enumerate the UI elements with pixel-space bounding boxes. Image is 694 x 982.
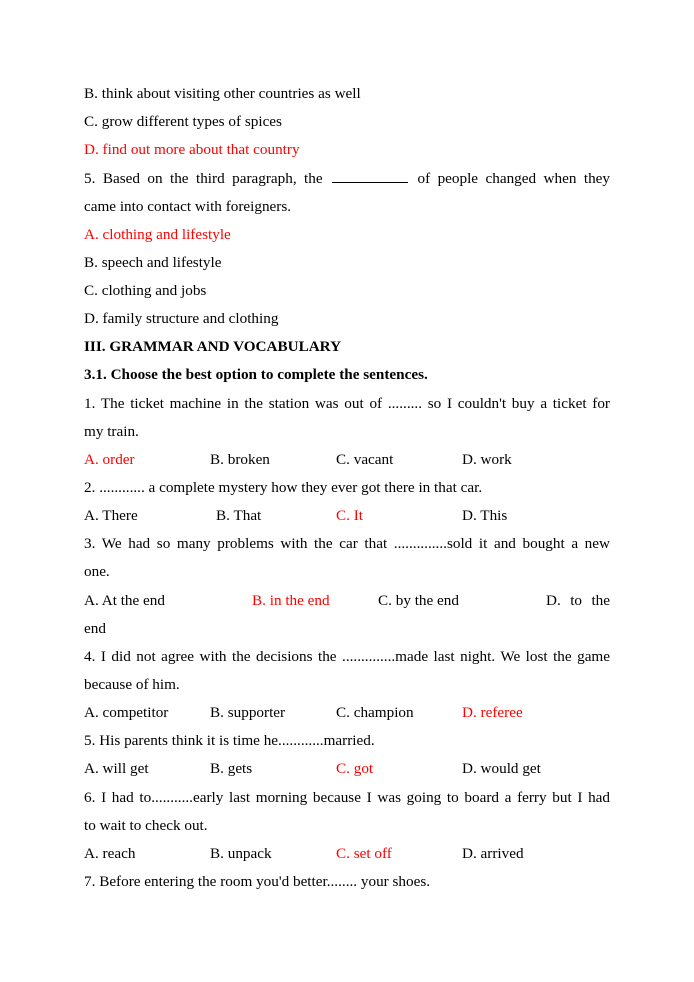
question-1-line1: 1. The ticket machine in the station was out of ......... so I couldn't buy a ticket for xyxy=(84,394,610,412)
prev-option-d-answer: D. find out more about that country xyxy=(84,141,300,159)
q2-option-d: D. This xyxy=(462,507,508,525)
q4-option-b: B. supporter xyxy=(210,704,286,722)
question-1-line2: my train. xyxy=(84,422,139,440)
question-6-options xyxy=(84,844,610,872)
section-heading: III. GRAMMAR AND VOCABULARY xyxy=(84,338,342,356)
question-2-options xyxy=(84,506,610,534)
question-5b-options xyxy=(84,759,610,787)
question-6-line2: to wait to check out. xyxy=(84,816,208,834)
question-5-stem xyxy=(84,168,610,196)
q3-option-d-wrap: end xyxy=(84,619,106,637)
q6-option-b: B. unpack xyxy=(210,844,272,862)
question-7-line1: 7. Before entering the room you'd better........ your shoes. xyxy=(84,872,431,890)
q5b-option-c-answer: C. got xyxy=(336,760,374,778)
q6-option-d: D. arrived xyxy=(462,844,524,862)
q1-option-a-answer: A. order xyxy=(84,450,135,468)
q4-option-c: C. champion xyxy=(336,704,414,722)
q3-option-d: D. to the xyxy=(546,591,610,609)
q6-option-c-answer: C. set off xyxy=(336,844,392,862)
question-4-line2: because of him. xyxy=(84,675,180,693)
question-3-line2: one. xyxy=(84,563,110,581)
q1-option-d: D. work xyxy=(462,450,512,468)
q4-option-a: A. competitor xyxy=(84,704,169,722)
question-5-stem-part1: 5. Based on the third paragraph, the xyxy=(84,170,323,188)
q2-option-a: A. There xyxy=(84,507,138,525)
question-3-line1: 3. We had so many problems with the car that ..............sold it and bought a new xyxy=(84,535,610,553)
q4-option-d-answer: D. referee xyxy=(462,704,523,722)
question-5-stem-line2: came into contact with foreigners. xyxy=(84,197,292,215)
question-6-line1: 6. I had to...........early last morning because I was going to board a ferry but I had xyxy=(84,788,610,806)
question-5-stem-part2: of people changed when they xyxy=(417,170,611,188)
question-2-line1: 2. ............ a complete mystery how they ever got there in that car. xyxy=(84,478,483,496)
q5-option-c: C. clothing and jobs xyxy=(84,281,207,299)
q1-option-b: B. broken xyxy=(210,450,270,468)
section-subheading: 3.1. Choose the best option to complete the sentences. xyxy=(84,366,428,384)
q1-option-c: C. vacant xyxy=(336,450,394,468)
question-3-options xyxy=(84,591,610,619)
question-5b-line1: 5. His parents think it is time he............married. xyxy=(84,732,375,750)
q5-option-a-answer: A. clothing and lifestyle xyxy=(84,225,231,243)
q5-option-d: D. family structure and clothing xyxy=(84,310,279,328)
q3-option-c: C. by the end xyxy=(378,591,459,609)
q3-option-b-answer: B. in the end xyxy=(252,591,330,609)
q2-option-b: B. That xyxy=(216,507,262,525)
q6-option-a: A. reach xyxy=(84,844,136,862)
question-4-options xyxy=(84,703,610,731)
question-1-options xyxy=(84,450,610,478)
prev-option-b: B. think about visiting other countries as well xyxy=(84,85,361,102)
q2-option-c-answer: C. It xyxy=(336,507,364,525)
q5-option-b: B. speech and lifestyle xyxy=(84,253,222,271)
prev-option-c: C. grow different types of spices xyxy=(84,113,282,131)
q5b-option-a: A. will get xyxy=(84,760,149,778)
question-4-line1: 4. I did not agree with the decisions the ..............made last night. We lost the game xyxy=(84,647,610,665)
q5b-option-b: B. gets xyxy=(210,760,253,778)
q5b-option-d: D. would get xyxy=(462,760,541,778)
q3-option-a: A. At the end xyxy=(84,591,165,609)
document-page xyxy=(84,84,610,900)
fill-in-blank xyxy=(332,168,408,183)
